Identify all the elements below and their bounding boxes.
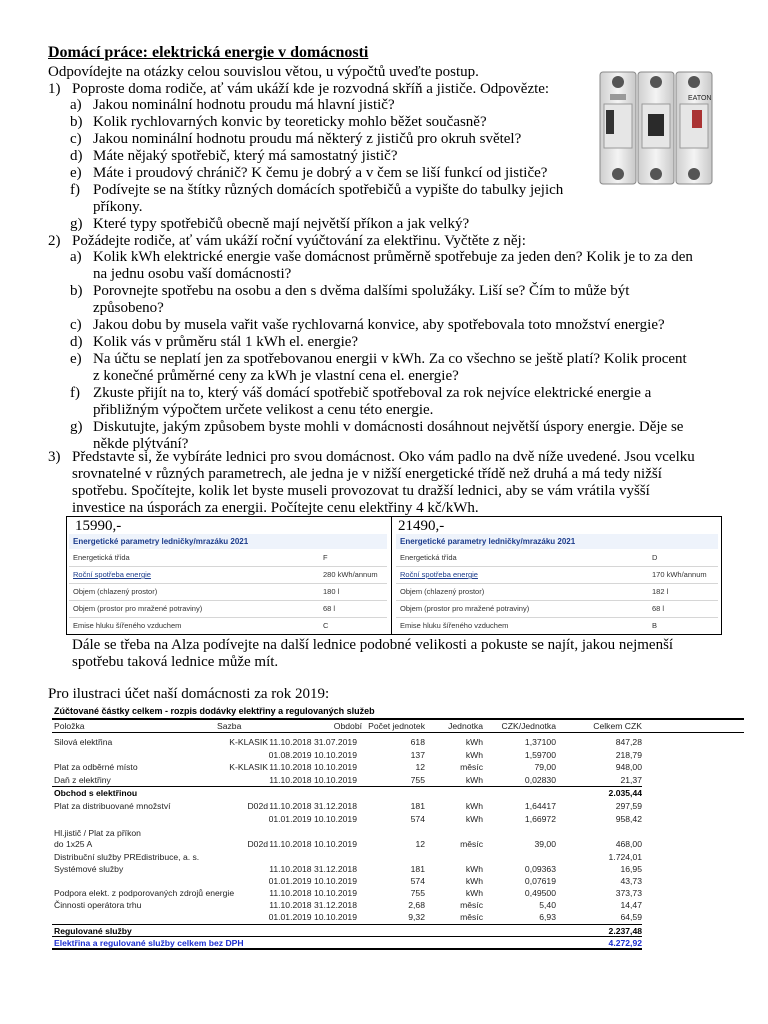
invoice-period: 11.10.2018 31.12.2018 bbox=[269, 801, 357, 811]
q2-text: Požádejte rodiče, ať vám ukáží roční vyúčtování za elektřinu. Vyčtěte z něj: bbox=[72, 233, 526, 249]
invoice-total: 373,73 bbox=[615, 888, 642, 898]
fridge-2 bbox=[392, 517, 721, 634]
invoice-item: Systémové služby bbox=[54, 864, 124, 874]
invoice-unit-price: 1,64417 bbox=[524, 801, 556, 811]
invoice-unit: kWh bbox=[465, 750, 483, 760]
q2-subquestion-label: f) bbox=[70, 385, 80, 401]
invoice-unit: kWh bbox=[465, 801, 483, 811]
q1-subquestion-text: Podívejte se na štítky různých domácích spotřebičů a vypište do tabulky jejich bbox=[93, 182, 564, 198]
invoice-total: 297,59 bbox=[615, 801, 642, 811]
q2-subquestion-text: Na účtu se neplatí jen za spotřebovanou energii v kWh. Za co všechno se ještě platí? Kolik procent bbox=[93, 351, 687, 367]
q2-subquestion-text-cont: někde plýtvání? bbox=[93, 436, 189, 452]
invoice-item: Silová elektřina bbox=[54, 737, 113, 747]
q2-subquestion-label: c) bbox=[70, 317, 82, 333]
invoice-unit: měsíc bbox=[460, 912, 483, 922]
invoice-total: 958,42 bbox=[615, 814, 642, 824]
page-title: Domácí práce: elektrická energie v domácnosti bbox=[48, 44, 369, 61]
fridge-1-row: Objem (chlazený prostor) 180 l bbox=[69, 583, 387, 601]
fridge-1-row: Emise hluku šířeného vzduchem C bbox=[73, 621, 329, 630]
invoice-item: Elektřina a regulované služby celkem bez DPH bbox=[54, 938, 244, 948]
invoice-period: 11.10.2018 10.10.2019 bbox=[269, 775, 357, 785]
q1-subquestion-text-cont: příkony. bbox=[93, 199, 143, 215]
q2-subquestion-label: g) bbox=[70, 419, 83, 435]
invoice-total: 43,73 bbox=[620, 876, 642, 886]
invoice-total: 468,00 bbox=[615, 839, 642, 849]
fridge-1-params bbox=[69, 534, 387, 632]
invoice-table bbox=[52, 704, 742, 946]
invoice-unit: kWh bbox=[465, 864, 483, 874]
invoice-total: 21,37 bbox=[620, 775, 642, 785]
invoice-qty: 755 bbox=[410, 888, 425, 898]
q2-subquestion-label: a) bbox=[70, 249, 82, 265]
invoice-rate: K-KLASIK bbox=[229, 762, 268, 772]
q1-subquestion-text: Jakou nominální hodnotu proudu má hlavní jistič? bbox=[93, 97, 395, 113]
fridge-2-params-header: Energetické parametry ledničky/mrazáku 2021 bbox=[396, 534, 718, 549]
invoice-unit-price: 0,49500 bbox=[524, 888, 556, 898]
fridge-1-row: Objem (prostor pro mražené potraviny) 68 l bbox=[69, 600, 387, 618]
invoice-total: 14,47 bbox=[620, 900, 642, 910]
invoice-unit: kWh bbox=[465, 737, 483, 747]
fridge-1 bbox=[67, 517, 391, 634]
breaker-brand: EATON bbox=[688, 95, 712, 102]
fridge-1-row: Roční spotřeba energie 280 kWh/annum bbox=[69, 566, 387, 584]
fridge-2-row: Objem (chlazený prostor) 182 l bbox=[396, 583, 718, 601]
invoice-item: Obchod s elektřinou bbox=[54, 788, 138, 798]
invoice-unit-price: 0,09363 bbox=[524, 864, 556, 874]
invoice-unit-price: 1,37100 bbox=[524, 737, 556, 747]
fridge-1-price: 15990,- bbox=[75, 518, 122, 534]
invoice-title: Zúčtované částky celkem - rozpis dodávky elektřiny a regulovaných služeb bbox=[54, 706, 375, 716]
invoice-item: Distribuční služby PREdistribuce, a. s. bbox=[54, 852, 200, 862]
invoice-unit: měsíc bbox=[460, 900, 483, 910]
invoice-total: 1.724,01 bbox=[608, 852, 642, 862]
invoice-qty: 181 bbox=[410, 864, 425, 874]
q1-subquestion-text: Máte i proudový chránič? K čemu je dobrý a v čem se liší funkcí od jističe? bbox=[93, 165, 548, 181]
invoice-unit-price: 6,93 bbox=[539, 912, 556, 922]
invoice-item: Daň z elektřiny bbox=[54, 775, 111, 785]
invoice-unit-price: 0,07619 bbox=[524, 876, 556, 886]
invoice-qty: 755 bbox=[410, 775, 425, 785]
invoice-unit-price: 5,40 bbox=[539, 900, 556, 910]
invoice-item: Podpora elekt. z podporovaných zdrojů energie bbox=[54, 888, 235, 898]
col-header-rate: Sazba bbox=[217, 721, 242, 731]
invoice-period: 01.01.2019 10.10.2019 bbox=[268, 876, 357, 886]
q2-subquestion-text-cont: z konečné průměrné ceny za kWh je vlastní cena el. energie? bbox=[93, 368, 459, 384]
q3-line-1: Představte si, že vybíráte lednici pro svou domácnost. Oko vám padlo na dvě níže uvedené. Jsou vcelku bbox=[72, 449, 695, 465]
invoice-item: Hl.jistič / Plat za příkon bbox=[54, 828, 141, 838]
invoice-period: 11.10.2018 31.07.2019 bbox=[269, 737, 357, 747]
invoice-qty: 12 bbox=[415, 839, 425, 849]
q3-line-4: investice na úsporách za energii. Počítejte cenu elektřiny 4 kč/kWh. bbox=[72, 500, 479, 516]
invoice-period: 01.08.2019 10.10.2019 bbox=[268, 750, 357, 760]
fridge-2-row: Emise hluku šířeného vzduchem B bbox=[400, 621, 658, 630]
q2-subquestion-text: Zkuste přijít na to, který váš domácí spotřebič spotřeboval za rok nejvíce elektrické energie a bbox=[93, 385, 652, 401]
invoice-rate: D02d bbox=[247, 801, 268, 811]
q2-subquestion-text-cont: na jednu osobu vaší domácnosti? bbox=[93, 266, 292, 282]
q1-subquestion-label: c) bbox=[70, 131, 82, 147]
invoice-item: Regulované služby bbox=[54, 926, 132, 936]
q1-subquestion-label: g) bbox=[70, 216, 83, 232]
q2-subquestion-text-cont: přibližným výpočtem určete velikost a cenu této energie. bbox=[93, 402, 434, 418]
q1-text: Poproste doma rodiče, ať vám ukáží kde je rozvodná skříň a jističe. Odpovězte: bbox=[72, 81, 550, 97]
intro-text: Odpovídejte na otázky celou souvislou větou, u výpočtů uveďte postup. bbox=[48, 64, 479, 80]
q2-number: 2) bbox=[48, 233, 61, 249]
invoice-qty: 181 bbox=[410, 801, 425, 811]
invoice-total: 64,59 bbox=[620, 912, 642, 922]
fridge-comparison-table bbox=[66, 516, 722, 635]
invoice-qty: 9,32 bbox=[408, 912, 425, 922]
invoice-period: 11.10.2018 10.10.2019 bbox=[269, 888, 357, 898]
invoice-total: 2.035,44 bbox=[608, 788, 642, 798]
invoice-intro: Pro ilustraci účet naší domácnosti za rok 2019: bbox=[48, 686, 330, 702]
invoice-period: 01.01.2019 10.10.2019 bbox=[268, 814, 357, 824]
col-header-period: Období bbox=[333, 721, 362, 731]
q1-number: 1) bbox=[48, 81, 61, 97]
q3-after-line-1: Dále se třeba na Alza podívejte na další lednice podobné velikosti a pokuste se najít, jakou nejmenší bbox=[72, 637, 674, 653]
q1-subquestion-label: a) bbox=[70, 97, 82, 113]
annual-consumption-link[interactable]: Roční spotřeba energie bbox=[400, 570, 478, 579]
q2-subquestion-label: e) bbox=[70, 351, 82, 367]
invoice-qty: 2,68 bbox=[408, 900, 425, 910]
q2-subquestion-label: d) bbox=[70, 334, 83, 350]
q2-subquestion-text: Kolik vás v průměru stál 1 kWh el. energie? bbox=[93, 334, 359, 350]
invoice-item: Činnosti operátora trhu bbox=[54, 900, 142, 910]
fridge-1-params-header: Energetické parametry ledničky/mrazáku 2021 bbox=[69, 534, 387, 549]
q2-subquestion-text: Kolik kWh elektrické energie vaše domácnost průměrně spotřebuje za jeden den? Kolik je to za den bbox=[93, 249, 693, 265]
invoice-total: 16,95 bbox=[620, 864, 642, 874]
fridge-2-row: Roční spotřeba energie 170 kWh/annum bbox=[396, 566, 718, 584]
circuit-breaker-image bbox=[592, 70, 722, 188]
invoice-unit-price: 1,66972 bbox=[524, 814, 556, 824]
q3-number: 3) bbox=[48, 449, 61, 465]
invoice-unit-price: 0,02830 bbox=[524, 775, 556, 785]
q1-subquestion-label: b) bbox=[70, 114, 83, 130]
q1-subquestion-text: Kolik rychlovarných konvic by teoreticky mohlo běžet současně? bbox=[93, 114, 487, 130]
annual-consumption-link[interactable]: Roční spotřeba energie bbox=[73, 570, 151, 579]
invoice-item: Plat za distribuované množství bbox=[54, 801, 171, 811]
invoice-unit: měsíc bbox=[460, 762, 483, 772]
q3-line-2: srovnatelné v různých parametrech, ale jedna je v nižší energetické třídě než druhá a má tedy nižší bbox=[72, 466, 662, 482]
invoice-total: 4.272,92 bbox=[608, 938, 642, 948]
invoice-period: 11.10.2018 10.10.2019 bbox=[269, 762, 357, 772]
col-header-unit: Jednotka bbox=[448, 721, 483, 731]
fridge-1-row: Energetická třída F bbox=[69, 549, 387, 567]
fridge-2-params bbox=[396, 534, 718, 632]
q2-subquestion-label: b) bbox=[70, 283, 83, 299]
invoice-unit-price: 39,00 bbox=[534, 839, 556, 849]
invoice-qty: 12 bbox=[415, 762, 425, 772]
invoice-period: 11.10.2018 10.10.2019 bbox=[269, 839, 357, 849]
invoice-unit: měsíc bbox=[460, 839, 483, 849]
fridge-2-row: Objem (prostor pro mražené potraviny) 68 l bbox=[396, 600, 718, 618]
invoice-total: 948,00 bbox=[615, 762, 642, 772]
fridge-2-row: Energetická třída D bbox=[396, 549, 718, 567]
col-header-unit-price: CZK/Jednotka bbox=[501, 721, 556, 731]
invoice-rate: K-KLASIK bbox=[229, 737, 268, 747]
invoice-unit: kWh bbox=[465, 775, 483, 785]
invoice-unit: kWh bbox=[465, 888, 483, 898]
invoice-qty: 618 bbox=[410, 737, 425, 747]
invoice-unit-price: 1,59700 bbox=[524, 750, 556, 760]
invoice-item: do 1x25 A bbox=[54, 839, 93, 849]
invoice-total: 2.237,48 bbox=[608, 926, 642, 936]
q2-subquestion-text: Diskutujte, jakým způsobem byste mohli v domácnosti dosáhnout největší úspory energie. Děje se bbox=[93, 419, 684, 435]
invoice-period: 11.10.2018 31.12.2018 bbox=[269, 864, 357, 874]
fridge-2-price: 21490,- bbox=[398, 518, 445, 534]
invoice-qty: 137 bbox=[410, 750, 425, 760]
invoice-total: 218,79 bbox=[615, 750, 642, 760]
invoice-total: 847,28 bbox=[615, 737, 642, 747]
invoice-rate: D02d bbox=[247, 839, 268, 849]
invoice-unit-price: 79,00 bbox=[534, 762, 556, 772]
q2-subquestion-text: Porovnejte spotřebu na osobu a den s dvěma dalšími spolužáky. Liší se? Čím to může být bbox=[93, 283, 630, 299]
col-header-qty: Počet jednotek bbox=[368, 721, 425, 731]
q2-subquestion-text-cont: způsobeno? bbox=[93, 300, 164, 316]
col-header-total: Celkem CZK bbox=[593, 721, 642, 731]
q1-subquestion-label: d) bbox=[70, 148, 83, 164]
invoice-unit: kWh bbox=[465, 814, 483, 824]
col-header-item: Položka bbox=[54, 721, 85, 731]
q1-subquestion-label: f) bbox=[70, 182, 80, 198]
invoice-unit: kWh bbox=[465, 876, 483, 886]
q3-after-line-2: spotřebu taková lednice může mít. bbox=[72, 654, 279, 670]
q1-subquestion-label: e) bbox=[70, 165, 82, 181]
q1-subquestion-text: Jakou nominální hodnotu proudu má některý z jističů pro okruh světel? bbox=[93, 131, 522, 147]
q1-subquestion-text: Které typy spotřebičů obecně mají největší příkon a jak velký? bbox=[93, 216, 470, 232]
invoice-period: 01.01.2019 10.10.2019 bbox=[268, 912, 357, 922]
invoice-item: Plat za odběrné místo bbox=[54, 762, 138, 772]
invoice-qty: 574 bbox=[410, 876, 425, 886]
q3-line-3: spotřebu. Spočítejte, kolik let byste museli provozovat tu dražší lednici, aby se vám vrátila vyšší bbox=[72, 483, 650, 499]
invoice-qty: 574 bbox=[410, 814, 425, 824]
q1-subquestion-text: Máte nějaký spotřebič, který má samostatný jistič? bbox=[93, 148, 398, 164]
invoice-period: 11.10.2018 31.12.2018 bbox=[269, 900, 357, 910]
q2-subquestion-text: Jakou dobu by musela vařit vaše rychlovarná konvice, aby spotřebovala toto množství energie? bbox=[93, 317, 665, 333]
